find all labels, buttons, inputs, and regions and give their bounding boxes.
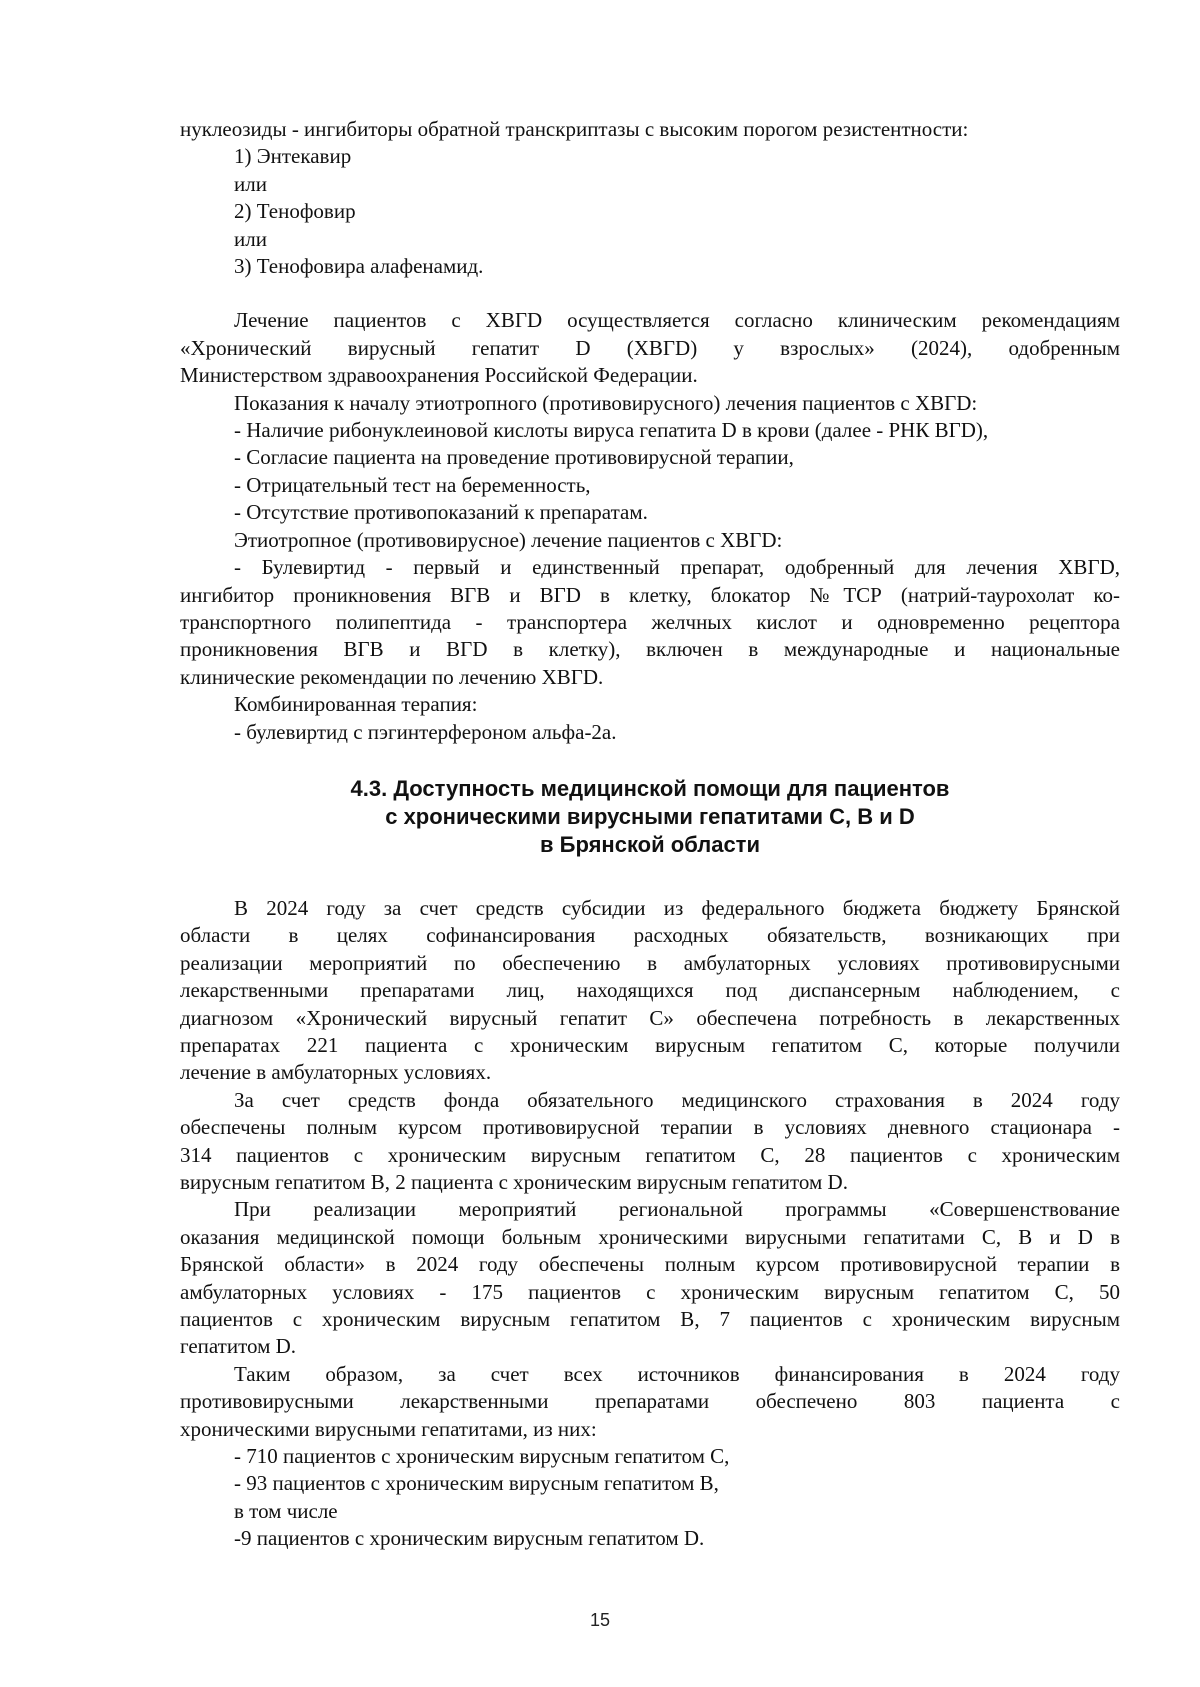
paragraph-line: лекарственными препаратами лиц, находящихся под диспансерным наблюдением, с xyxy=(180,978,1120,1003)
paragraph-line: диагнозом «Хронический вирусный гепатит С» обеспечена потребность в лекарственных xyxy=(180,1005,1120,1030)
list-item: - 93 пациентов с хроническим вирусным гепатитом В, xyxy=(234,1471,719,1496)
etio-title: Этиотропное (противовирусное) лечение пациентов с ХВГD: xyxy=(234,527,783,552)
list-item: -9 пациентов с хроническим вирусным гепатитом D. xyxy=(234,1526,705,1551)
list-item: или xyxy=(234,171,267,196)
paragraph-line: - Булевиртид - первый и единственный препарат, одобренный для лечения ХВГD, xyxy=(234,555,1120,580)
paragraph-line: области в целях софинансирования расходных обязательств, возникающих при xyxy=(180,923,1120,948)
paragraph-line: оказания медицинской помощи больным хроническими вирусными гепатитами С, В и D в xyxy=(180,1224,1120,1249)
list-item: в том числе xyxy=(234,1498,338,1523)
heading-line: с хроническими вирусными гепатитами С, В и D xyxy=(385,803,915,829)
list-item: 1) Энтекавир xyxy=(234,144,352,169)
paragraph-line: Лечение пациентов с ХВГD осуществляется согласно клиническим рекомендациям xyxy=(234,308,1120,333)
list-item: 3) Тенофовира алафенамид. xyxy=(234,254,484,279)
list-item: - Отрицательный тест на беременность, xyxy=(234,472,591,497)
paragraph-line: В 2024 году за счет средств субсидии из федерального бюджета бюджету Брянской xyxy=(234,895,1120,920)
paragraph-line: За счет средств фонда обязательного медицинского страхования в 2024 году xyxy=(234,1087,1120,1112)
paragraph-line: лечение в амбулаторных условиях. xyxy=(180,1060,492,1085)
spacer xyxy=(180,280,1120,307)
paragraph-line: При реализации мероприятий региональной программы «Совершенствование xyxy=(234,1197,1120,1222)
paragraph-line: гепатитом D. xyxy=(180,1334,297,1359)
paragraph-line: Министерством здравоохранения Российской Федерации. xyxy=(180,363,698,388)
section-heading xyxy=(180,775,1120,859)
intro-line: нуклеозиды - ингибиторы обратной транскриптазы с высоким порогом резистентности: xyxy=(180,117,969,141)
paragraph-line: клинические рекомендации по лечению ХВГD. xyxy=(180,664,604,689)
paragraph-line: 314 пациентов с хроническим вирусным гепатитом С, 28 пациентов с хроническим xyxy=(180,1142,1120,1167)
list-item: или xyxy=(234,226,267,251)
indications-title: Показания к началу этиотропного (противовирусного) лечения пациентов с ХВГD: xyxy=(234,390,978,415)
list-item: - булевиртид с пэгинтерфероном альфа-2а. xyxy=(234,719,617,744)
page-number: 15 xyxy=(589,1610,611,1630)
paragraph-line: ингибитор проникновения ВГВ и ВГD в клетку, блокатор №ТСР (натрий-таурохолат ко- xyxy=(180,582,1120,607)
list-item: - 710 пациентов с хроническим вирусным гепатитом С, xyxy=(234,1444,730,1469)
paragraph-line: амбулаторных условиях - 175 пациентов с хроническим вирусным гепатитом С, 50 xyxy=(180,1279,1120,1304)
heading-line: 4.3. Доступность медицинской помощи для пациентов xyxy=(350,775,950,801)
heading-line: в Брянской области xyxy=(540,831,760,857)
list-item: - Наличие рибонуклеиновой кислоты вируса гепатита D в крови (далее - РНК ВГD), xyxy=(234,418,989,443)
spacer xyxy=(180,859,1120,895)
paragraph-line: противовирусными лекарственными препаратами обеспечено 803 пациента с xyxy=(180,1389,1120,1414)
paragraph-line: препаратах 221 пациента с хроническим вирусным гепатитом С, которые получили xyxy=(180,1032,1120,1057)
spacer xyxy=(180,746,1120,773)
paragraph-line: Таким образом, за счет всех источников финансирования в 2024 году xyxy=(234,1361,1120,1386)
combo-title: Комбинированная терапия: xyxy=(234,692,478,717)
paragraph-line: обеспечены полным курсом противовирусной терапии в условиях дневного стационара - xyxy=(180,1115,1120,1140)
list-item: - Согласие пациента на проведение противовирусной терапии, xyxy=(234,445,794,470)
paragraph-line: вирусным гепатитом В, 2 пациента с хроническим вирусным гепатитом D. xyxy=(180,1170,848,1194)
paragraph-line: Брянской области» в 2024 году обеспечены полным курсом противовирусной терапии в xyxy=(180,1252,1120,1277)
paragraph-line: хроническими вирусными гепатитами, из них: xyxy=(180,1416,597,1441)
list-item: - Отсутствие противопоказаний к препаратам. xyxy=(234,500,648,525)
paragraph-line: транспортного полипептида - транспортера желчных кислот и одновременно рецептора xyxy=(180,609,1120,634)
paragraph-line: реализации мероприятий по обеспечению в амбулаторных условиях противовирусными xyxy=(180,950,1120,975)
paragraph-line: пациентов с хроническим вирусным гепатитом В, 7 пациентов с хроническим вирусным xyxy=(180,1307,1120,1332)
paragraph-line: проникновения ВГВ и ВГD в клетку), включен в международные и национальные xyxy=(180,637,1120,662)
list-item: 2) Тенофовир xyxy=(234,199,356,224)
page-content xyxy=(180,116,1120,1553)
paragraph-line: «Хронический вирусный гепатит D (ХВГD) у взрослых» (2024), одобренным xyxy=(180,335,1120,360)
